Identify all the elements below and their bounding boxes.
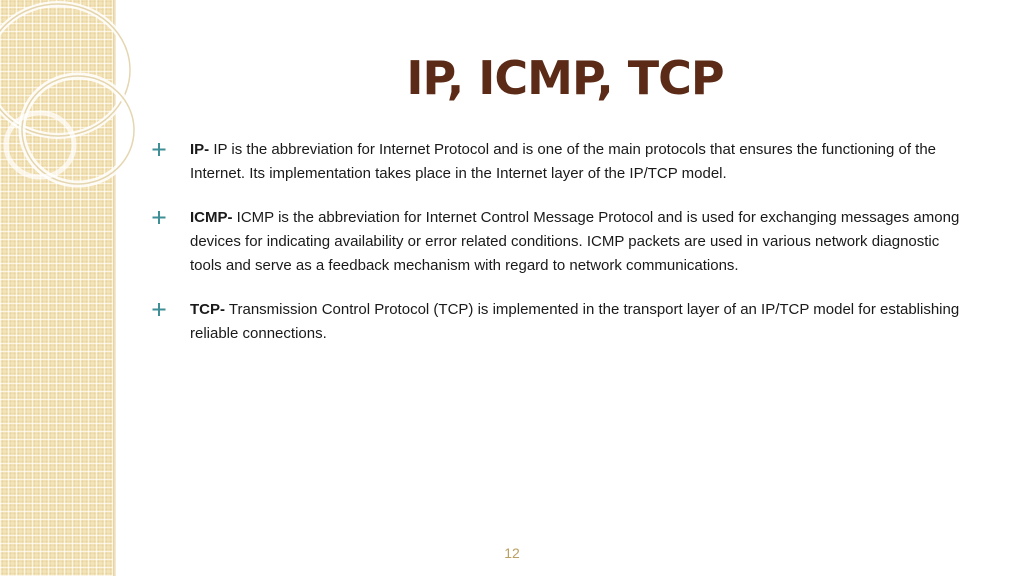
bullet-item-ip <box>150 138 970 186</box>
bullet-term: IP- <box>190 141 210 158</box>
plus-icon <box>150 138 168 162</box>
plus-icon <box>150 298 168 322</box>
bullet-item-tcp <box>150 298 970 346</box>
page-number: 12 <box>504 545 520 561</box>
plus-icon <box>150 206 168 230</box>
bullet-text: ICMP is the abbreviation for Internet Control Message Protocol and is used for exchanging messages among devices for indicating availability or error related conditions. ICMP packets are used in various network diagnostic tools and serve as a feedback mechanism with regard to network communications. <box>190 209 960 274</box>
bullet-list <box>150 138 970 366</box>
slide-title: IP, ICMP, TCP <box>406 51 724 105</box>
bullet-term: ICMP- <box>190 209 233 226</box>
bullet-text: IP is the abbreviation for Internet Protocol and is one of the main protocols that ensures the functioning of the Internet. Its implementation takes place in the Internet layer of the IP/TCP model. <box>190 141 937 182</box>
bullet-term: TCP- <box>190 301 225 318</box>
decorative-rings-icon <box>0 0 160 230</box>
bullet-text: Transmission Control Protocol (TCP) is implemented in the transport layer of an IP/TCP model for establishing reliable connections. <box>190 301 960 342</box>
bullet-item-icmp <box>150 206 970 278</box>
